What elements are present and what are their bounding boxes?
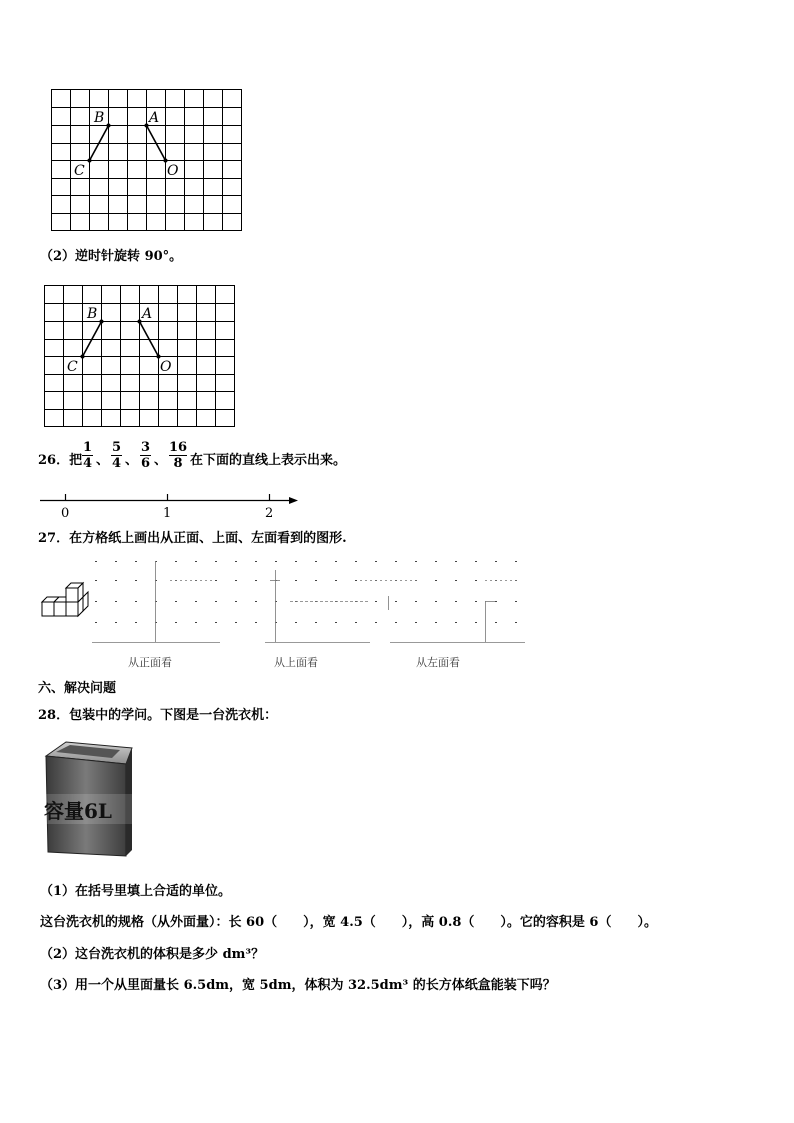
tick-label-1: 1 xyxy=(163,506,172,520)
washing-machine-image xyxy=(40,738,136,860)
fraction-2-numerator: 5 xyxy=(111,440,122,455)
fraction-3 xyxy=(139,440,152,471)
label-a: A xyxy=(149,110,160,126)
label-b: B xyxy=(94,110,105,126)
tick-label-2: 2 xyxy=(265,506,274,520)
label-c: C xyxy=(74,163,85,179)
grid-lines xyxy=(45,286,235,427)
separator: 、 xyxy=(125,453,139,468)
grid-figure-2 xyxy=(43,284,239,430)
question-26-suffix: 在下面的直线上表示出来。 xyxy=(190,453,347,468)
caption-front-view: 从正面看 xyxy=(128,656,172,669)
caption-top-view: 从上面看 xyxy=(274,656,318,669)
question-28: 28．包装中的学问。下图是一台洗衣机： xyxy=(38,708,278,723)
question-25-part-2: （2）逆时针旋转 90°。 xyxy=(40,249,183,264)
tick-label-0: 0 xyxy=(61,506,70,520)
section-6-heading: 六、解决问题 xyxy=(38,681,117,696)
separator: 、 xyxy=(96,453,110,468)
fraction-3-denominator: 6 xyxy=(140,456,151,471)
dotted-grid-paper xyxy=(90,558,530,648)
grid-figure-1 xyxy=(50,88,246,234)
label-c: C xyxy=(67,359,78,375)
dot-row xyxy=(95,561,517,562)
label-o: O xyxy=(160,359,172,375)
fraction-4-numerator: 16 xyxy=(168,440,188,455)
dot-row xyxy=(95,622,517,623)
question-28-part-3: （3）用一个从里面量长 6.5dm，宽 5dm，体积为 32.5dm³ 的长方体纸盒能装下吗？ xyxy=(40,978,556,993)
fraction-3-numerator: 3 xyxy=(140,440,151,455)
dot-row xyxy=(95,580,517,581)
question-28-part-2: （2）这台洗衣机的体积是多少 dm³？ xyxy=(40,947,265,962)
question-28-spec: 这台洗衣机的规格（从外面量）：长 60（ ），宽 4.5（ ），高 0.8（ ）。它的容积是 6（ ）。 xyxy=(40,915,657,930)
fraction-2 xyxy=(110,440,123,471)
grid-lines xyxy=(52,90,242,231)
fraction-4 xyxy=(168,440,188,471)
separator: 、 xyxy=(154,453,168,468)
label-a: A xyxy=(142,306,153,322)
cube-stack-icon xyxy=(40,580,92,620)
fraction-1-denominator: 4 xyxy=(82,456,93,471)
fraction-2-denominator: 4 xyxy=(111,456,122,471)
question-27: 27．在方格纸上画出从正面、上面、左面看到的图形. xyxy=(38,531,347,546)
fraction-1-numerator: 1 xyxy=(82,440,93,455)
fraction-1 xyxy=(81,440,94,471)
caption-left-view: 从左面看 xyxy=(416,656,460,669)
number-line xyxy=(38,490,300,520)
question-28-part-1: （1）在括号里填上合适的单位。 xyxy=(40,884,232,899)
label-o: O xyxy=(167,163,179,179)
question-26-prefix: 26．把 xyxy=(38,453,83,468)
capacity-label: 容量6L xyxy=(44,799,112,823)
fraction-4-denominator: 8 xyxy=(173,456,183,471)
label-b: B xyxy=(87,306,98,322)
